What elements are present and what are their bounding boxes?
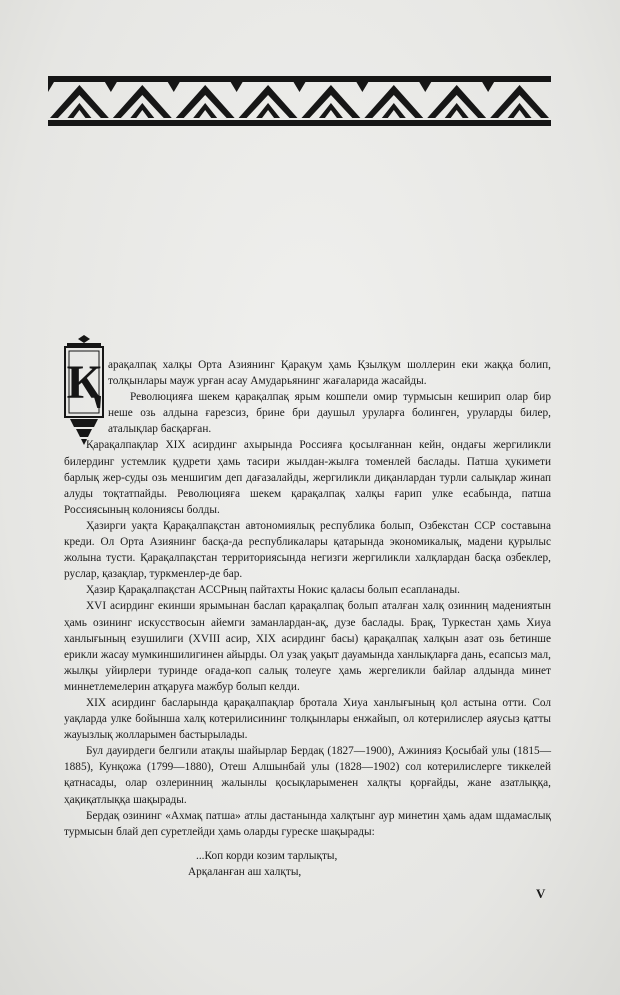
ornament-motif bbox=[231, 82, 243, 92]
ornament-motif bbox=[482, 82, 494, 92]
paragraph: Бердақ озининг «Ахмақ патша» атлы дастанында халқтынг аур минетин ҳамь адам шдамаслық турмысын блай деп суретлейди ҳамь оларды гуреске шақырады: bbox=[64, 809, 551, 838]
ornament-motif bbox=[168, 82, 180, 92]
paragraph: Бул дауирдеги белгили атақлы шайырлар Бердақ (1827—1900), Ажинияз Қосыбай улы (1815—1885), Кунқожа (1799—1880), Отеш Алшынбай улы (1828—1902) сол котерилислерге тиккелей қатнасады, олар озлеринниң жалынлы қосықларыменен халқты қорғайды, жане азатлыққа, ҳақиқатлыққа шақырады. bbox=[64, 745, 551, 806]
ornament-motif bbox=[490, 85, 549, 118]
ornament-motif bbox=[419, 82, 431, 92]
paragraph: Революцияға шекем қарақалпақ ярым кошпели омир турмысын кеширип олар бир неше озь алдына ғарезсиз, брине бри даушыл уруларға болинген, уруларды билер, аталықлар басқарған. bbox=[108, 391, 551, 436]
verse-block bbox=[188, 848, 448, 880]
paragraph: арақалпақ халқы Орта Азиянинг Қарақум ҳамь Қзылқум шоллерин еки жаққа болип, толқынлары мауж урған асау Амударьянинг жағаларида жасайды. bbox=[108, 359, 551, 388]
ornament-motif bbox=[67, 103, 91, 118]
ornament-motif bbox=[193, 103, 217, 118]
page-number: V bbox=[536, 886, 546, 901]
ornament-motif bbox=[382, 103, 406, 118]
paragraph: Ҳазир Қарақалпақстан АССРның пайтахты Нокис қаласы болып есапланады. bbox=[86, 584, 460, 597]
ornament-motif bbox=[364, 85, 423, 118]
body-text bbox=[64, 357, 551, 840]
ornament-motif bbox=[50, 85, 109, 118]
ornament-motif bbox=[508, 103, 532, 118]
paragraph: Қарақалпақлар XIX асирдинг ахырында Россияға қосылғаннан кейн, ондағы жергиликли билердинг устемлик қудрети ҳамь тасири жылдан-жылға томенлей баслады. Патша ҳукимети барлық жер-суды озь меншигим деп дағазалайды, жергиликли диқанлардан турли салықлар жинап алуды тоқтатпайды. Революцияға шекем қарақалпақ халқы ғарип улке есабында, патша Россиясының колониясы болды. bbox=[64, 439, 551, 516]
verse-line: ...Коп корди козим тарлықты, bbox=[196, 850, 338, 862]
ornament-motif bbox=[294, 82, 306, 92]
paragraph: Ҳазирги уақта Қарақалпақстан автономиялық республика болып, Озбекстан ССР составына креди. Ол Орта Азиянинг басқа-да республикалары қатарында экономикалық, мадени қурылыс жолына тусти. Қарақалпақстан территориясында негизги жергиликли халқлардан басқа озбеклер, руслар, қазақлар, туркменлер-де бар. bbox=[64, 519, 551, 581]
ornament-motif bbox=[427, 85, 486, 118]
paragraph: XIX асирдинг басларында қарақалпақлар бротала Хиуа ханлығының қол астына отти. Сол уақларда улке бойынша халқ котерилисининг толқынлары енжайып, ол котерилислер аяусыз қатты жауызлық жолларымен бастырылады. bbox=[64, 696, 551, 742]
ornament-motif bbox=[239, 85, 298, 118]
ornament-band bbox=[48, 72, 551, 130]
paragraph: XVI асирдинг екинши ярымынан баслап қарақалпақ болып аталған халқ озинниң мадениятын ҳамь озининг искусствосын айемги заманлардан-ақ, дузе баслады. Брақ, Туркестан ҳамь Хиуа ханлығының езушилиги (XVIII асир, XIX асирдинг басы) қарақалпақ халқын азат озь бетинше ерикли жасау мумкиншилигинен айырды. Ол узақ уақыт дауамында ханлықларға дань, есапсыз мал, жылқы уйирлери туринде оғада-коп салық толеуге ҳамь жергеликли байлар алдында минет миннетлемелерин атқаруға мажбур болып келди. bbox=[64, 600, 551, 693]
ornament-motif bbox=[176, 85, 235, 118]
verse-line: Арқаланған аш халқты, bbox=[188, 866, 302, 878]
drop-cap-letter: Қ bbox=[66, 356, 102, 409]
ornament-motif bbox=[356, 82, 368, 92]
ornament-motif bbox=[105, 82, 117, 92]
ornament-motif bbox=[302, 85, 361, 118]
ornament-motif bbox=[130, 103, 154, 118]
ornament-motif bbox=[113, 85, 172, 118]
ornament-motif bbox=[256, 103, 280, 118]
ornament-motif bbox=[319, 103, 343, 118]
ornament-motif bbox=[445, 103, 469, 118]
ornament-motif bbox=[48, 82, 54, 92]
